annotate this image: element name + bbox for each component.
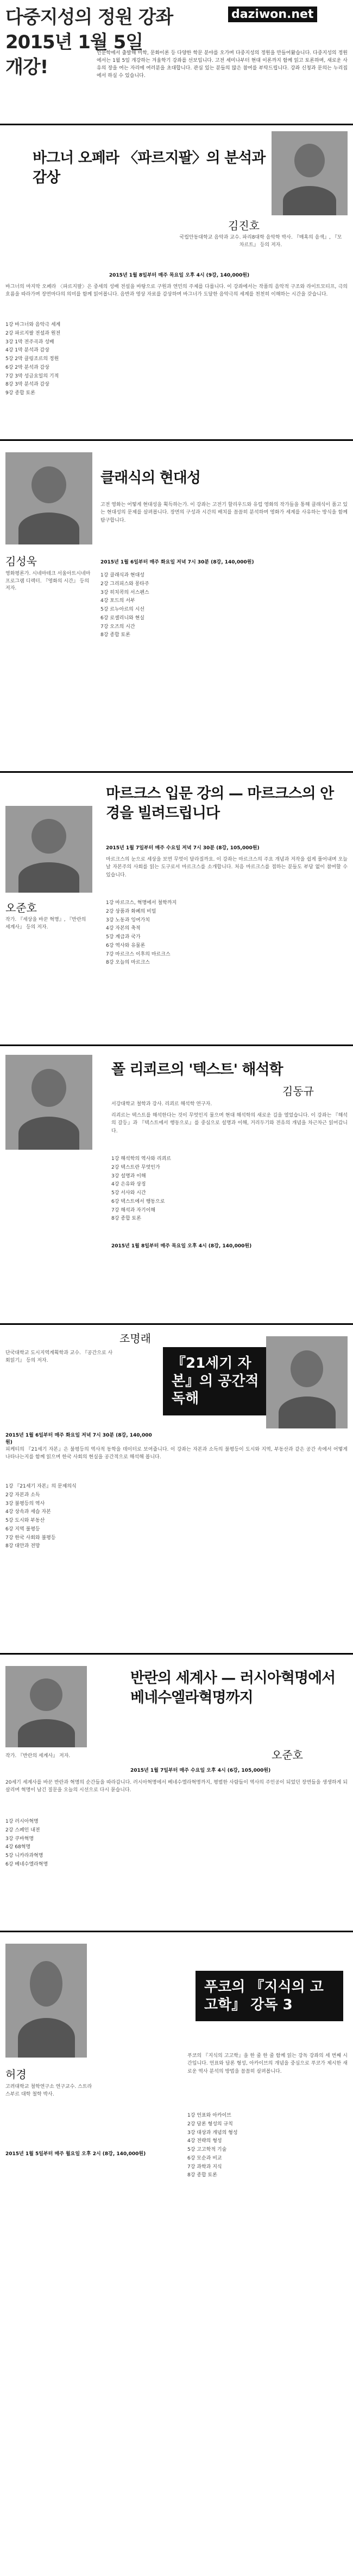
speaker-bio: 단국대학교 도시지역계획학과 교수. 『공간으로 사회읽기』 등의 저자. [5, 1350, 113, 1363]
curriculum-item: 7강 한국 사회와 불평등 [5, 1535, 56, 1541]
course-description: 고전 영화는 어떻게 현대성을 획득하는가. 이 강좌는 고전기 할리우드와 유럽 영화의 작가들을 통해 클래식이 품고 있는 현대성의 문제를 살펴봅니다. 장면의 구성과 시간의 배치를 꼼꼼히 분석하며 영화가 세계를 사유하는 방식을 함께 탐구합니다. [100, 502, 348, 523]
curriculum-item: 5강 계급과 국가 [106, 934, 141, 940]
curriculum-item: 5강 고고학적 기술 [187, 2147, 227, 2152]
speaker-bio: 작가. 『반란의 세계사』 저자. [5, 1753, 71, 1759]
curriculum-list [5, 1818, 201, 1869]
curriculum-item: 1강 러시아혁명 [5, 1819, 39, 1824]
curriculum-item: 7강 오즈의 시간 [100, 624, 135, 630]
title-line-1: 다중지성의 정원 강좌 [5, 7, 173, 28]
curriculum-item: 8강 대안과 전망 [5, 1543, 40, 1549]
curriculum-item: 5강 도시와 부동산 [5, 1518, 45, 1523]
speaker-bio: 작가. 『세상을 바꾼 혁명』, 『반란의 세계사』 등의 저자. [5, 917, 86, 930]
curriculum-list [100, 572, 263, 640]
speaker-name: 오준호 [272, 1748, 303, 1761]
course-title: 클래식의 현대성 [100, 470, 200, 486]
curriculum-item: 5강 니카라과혁명 [5, 1853, 43, 1859]
curriculum-item: 3강 쿠바혁명 [5, 1836, 34, 1842]
divider [0, 1931, 353, 1932]
divider [0, 439, 353, 441]
title-line-2: 2015년 1월 5일 [5, 31, 143, 53]
course-title: 바그너 오페라 〈파르지팔〉의 분석과 감상 [33, 150, 266, 187]
curriculum-item: 1강 바그너와 음악극 세계 [5, 322, 61, 328]
course-description: 푸코의 『지식의 고고학』을 한 줄 한 줄 함께 읽는 강독 강좌의 세 번째 시간입니다. 언표와 담론 형성, 아카이브의 개념을 중심으로 푸코가 제시한 새로운 역사 분석의 방법을 꼼꼼히 살펴봅니다. [187, 2053, 348, 2074]
curriculum-item: 8강 종합 토론 [187, 2173, 217, 2178]
speaker-name: 오준호 [5, 901, 37, 914]
course-title: 반란의 세계사 — 러시아혁명에서 베네수엘라혁명까지 [130, 1670, 336, 1707]
speaker-photo [5, 806, 92, 893]
curriculum-item: 5강 르누아르의 시선 [100, 607, 145, 612]
course-schedule: 2015년 1월 7일부터 매주 수요일 오후 4시 (6강, 105,000원) [130, 1768, 271, 1773]
curriculum-list [5, 1483, 201, 1551]
curriculum-item: 6강 로셀리니와 현실 [100, 615, 145, 621]
curriculum-item: 4강 전략의 형성 [187, 2138, 222, 2144]
curriculum-list [187, 2112, 348, 2180]
curriculum-item: 4강 은유와 상징 [111, 1182, 146, 1188]
course-title: 마르크스 입문 강의 — 마르크스의 안경을 빌려드립니다 [106, 785, 334, 822]
course-description: 마르크스의 눈으로 세상을 보면 무엇이 달라질까요. 이 강좌는 마르크스의 주요 개념과 저작을 쉽게 풀어내며 오늘날 자본주의 사회를 읽는 도구로서 마르크스를 소개합니다. 처음 마르크스를 접하는 분들도 부담 없이 참여할 수 있습니다. [106, 857, 348, 878]
course-section-revolt [0, 1655, 353, 1931]
curriculum-item: 7강 과학과 지식 [187, 2164, 222, 2170]
curriculum-item: 3강 설명과 이해 [111, 1173, 146, 1179]
curriculum-item: 6강 역사와 유물론 [106, 943, 146, 949]
curriculum-item: 3강 불평등의 역사 [5, 1501, 45, 1507]
course-description: 피케티의 『21세기 자본』은 불평등의 역사적 동학을 데이터로 보여줍니다. 이 강좌는 자본과 소득의 불평등이 도시와 지역, 부동산과 같은 공간 속에서 어떻게 나타나는지를 함께 읽으며 한국 사회의 현실을 공간적으로 해석해 봅니다. [5, 1447, 348, 1460]
divider [0, 1653, 353, 1655]
intro-text: 인문학에서 출발해 미학, 문화이론 등 다양한 학문 분야를 오가며 다중지성의 정원을 만들어왔습니다. 다중지성의 정원에서는 1월 5일 개강하는 겨울학기 강좌를 선보입니다. 고전 세미나부터 현대 이론까지 함께 읽고 토론하며, 새로운 사유의 장을 여는 자리에 여러분을 초대합니다. 관심 있는 분들의 많은 참여를 부탁드립니다. 강좌 신청과 문의는 누리집에서 하실 수 있습니다. [97, 50, 348, 79]
curriculum-item: 7강 해석과 자기이해 [111, 1207, 156, 1213]
curriculum-item: 4강 1막 분석과 감상 [5, 348, 49, 354]
speaker-name: 조명래 [119, 1332, 151, 1345]
divider [0, 771, 353, 773]
curriculum-item: 6강 베네수엘라혁명 [5, 1861, 48, 1867]
speaker-name: 김성욱 [5, 555, 37, 568]
course-section-capital [0, 1325, 353, 1653]
course-section-ricoeur [0, 1047, 353, 1323]
speaker-bio: 서강대학교 철학과 강사. 리쾨르 해석학 연구자. [111, 1101, 212, 1107]
page-header [0, 0, 353, 125]
course-description: 리쾨르는 텍스트를 해석한다는 것이 무엇인지 물으며 현대 해석학의 새로운 길을 열었습니다. 이 강좌는 『해석의 갈등』과 『텍스트에서 행동으로』를 중심으로 설명과 이해, 거리두기와 전유의 개념을 차근차근 읽어갑니다. [111, 1113, 348, 1134]
curriculum-item: 1강 해석학의 역사와 리쾨르 [111, 1156, 171, 1162]
speaker-photo [5, 1666, 87, 1747]
curriculum-item: 2강 그리피스와 몽타주 [100, 581, 149, 587]
curriculum-item: 2강 상품과 화폐의 비밀 [106, 908, 156, 914]
curriculum-list [106, 899, 269, 967]
speaker-bio: 국립안동대학교 음악과 교수. 파리8대학 음악학 박사. 『매혹의 음색』, 『모차르트』 등의 저자. [179, 235, 342, 248]
site-logo[interactable]: daziwon.net [228, 7, 317, 22]
curriculum-item: 2강 파르지팔 전설과 원전 [5, 330, 61, 336]
course-section-wagner [0, 126, 353, 439]
curriculum-list [5, 321, 168, 398]
curriculum-item: 1강 『21세기 자본』의 문제의식 [5, 1484, 77, 1489]
divider [0, 124, 353, 125]
curriculum-item: 5강 2막 클링조르의 정원 [5, 356, 59, 362]
course-title: 폴 리쾨르의 '텍스트' 해석학 [111, 1061, 283, 1078]
speaker-bio: 고려대학교 철학연구소 연구교수. 스트라스부르 대학 철학 박사. [5, 2084, 92, 2097]
curriculum-item: 7강 마르크스 이후의 마르크스 [106, 951, 171, 957]
curriculum-item: 4강 68혁명 [5, 1844, 31, 1850]
course-schedule: 2015년 1월 8일부터 매주 목요일 오후 4시 (9강, 140,000원) [109, 273, 250, 278]
speaker-photo [266, 1336, 348, 1428]
course-section-marx [0, 773, 353, 1045]
course-section-classic [0, 441, 353, 771]
curriculum-item: 3강 대상과 개념의 형성 [187, 2130, 238, 2136]
curriculum-item: 3강 노동과 잉여가치 [106, 917, 150, 923]
curriculum-item: 8강 오늘의 마르크스 [106, 960, 150, 966]
course-title: 『21세기 자본』의 공간적 독해 [163, 1347, 273, 1415]
curriculum-item: 5강 서사와 시간 [111, 1190, 146, 1196]
speaker-bio: 영화평론가. 시네마테크 서울아트시네마 프로그램 디렉터. 『영화의 시간』 등의 저자. [5, 571, 91, 591]
curriculum-item: 4강 자본의 축적 [106, 926, 141, 932]
title-line-3: 개강! [5, 56, 48, 78]
speaker-photo [5, 452, 92, 544]
speaker-name: 김진호 [228, 219, 260, 232]
curriculum-item: 8강 종합 토론 [100, 632, 130, 638]
curriculum-item: 7강 3막 성금요일의 기적 [5, 373, 59, 379]
course-title: 푸코의 『지식의 고고학』 강독 3 [196, 1971, 343, 2021]
curriculum-item: 4강 포드의 서부 [100, 598, 135, 604]
curriculum-item: 3강 히치콕의 서스펜스 [100, 589, 149, 595]
curriculum-item: 2강 스페인 내전 [5, 1827, 40, 1833]
speaker-name: 김동규 [282, 1085, 314, 1098]
curriculum-item: 2강 담론 형성의 규칙 [187, 2121, 233, 2127]
speaker-photo [5, 1055, 92, 1150]
course-description: 20세기 세계사를 바꾼 반란과 혁명의 순간들을 따라갑니다. 러시아혁명에서 베네수엘라혁명까지, 평범한 사람들이 역사의 주인공이 되었던 장면들을 생생하게 되살리며 혁명이 남긴 질문을 오늘의 시선으로 다시 묻습니다. [5, 1780, 348, 1793]
curriculum-item: 6강 텍스트에서 행동으로 [111, 1199, 165, 1204]
curriculum-item: 2강 텍스트란 무엇인가 [111, 1164, 160, 1170]
course-description: 바그너의 마지막 오페라 〈파르지팔〉은 중세의 성배 전설을 바탕으로 구원과 연민의 주제를 다룹니다. 이 강좌에서는 작품의 음악적 구조와 라이트모티프, 극의 흐름을 따라가며 장면마다의 의미를 함께 읽어봅니다. 음반과 영상 자료를 감상하며 바그너가 도달한 음악극의 세계를 천천히 이해하는 시간을 갖습니다. [5, 284, 348, 298]
curriculum-item: 2강 자본과 소득 [5, 1492, 40, 1498]
course-schedule: 2015년 1월 6일부터 매주 화요일 저녁 7시 30분 (8강, 140,000원) [5, 1433, 152, 1445]
curriculum-item: 6강 모순과 비교 [187, 2155, 222, 2161]
divider [0, 1045, 353, 1046]
curriculum-item: 1강 마르크스, 혁명에서 철학까지 [106, 900, 177, 906]
curriculum-item: 6강 2막 분석과 감상 [5, 364, 49, 370]
curriculum-item: 8강 3막 분석과 감상 [5, 382, 49, 388]
curriculum-item: 6강 지역 불평등 [5, 1526, 40, 1532]
curriculum-item: 3강 1막 전주곡과 성배 [5, 339, 54, 345]
curriculum-item: 4강 상속과 세습 자본 [5, 1509, 51, 1515]
course-section-foucault [0, 1933, 353, 2576]
speaker-photo [5, 1944, 87, 2058]
speaker-name: 허경 [5, 2068, 27, 2081]
curriculum-list [111, 1155, 274, 1223]
curriculum-item: 1강 클래식과 현대성 [100, 573, 145, 578]
curriculum-item: 8강 종합 토론 [111, 1216, 141, 1222]
course-schedule: 2015년 1월 7일부터 매주 수요일 저녁 7시 30분 (8강, 105,000원) [106, 845, 260, 851]
curriculum-item: 1강 언표와 아카이브 [187, 2113, 232, 2118]
course-schedule: 2015년 1월 6일부터 매주 화요일 저녁 7시 30분 (8강, 140,000원) [100, 560, 254, 565]
divider [0, 1323, 353, 1325]
speaker-photo [272, 131, 348, 215]
course-schedule: 2015년 1월 8일부터 매주 목요일 오후 4시 (8강, 140,000원) [111, 1244, 252, 1249]
curriculum-item: 9강 종합 토론 [5, 390, 35, 396]
course-schedule: 2015년 1월 5일부터 매주 월요일 오후 2시 (8강, 140,000원) [5, 2151, 146, 2157]
